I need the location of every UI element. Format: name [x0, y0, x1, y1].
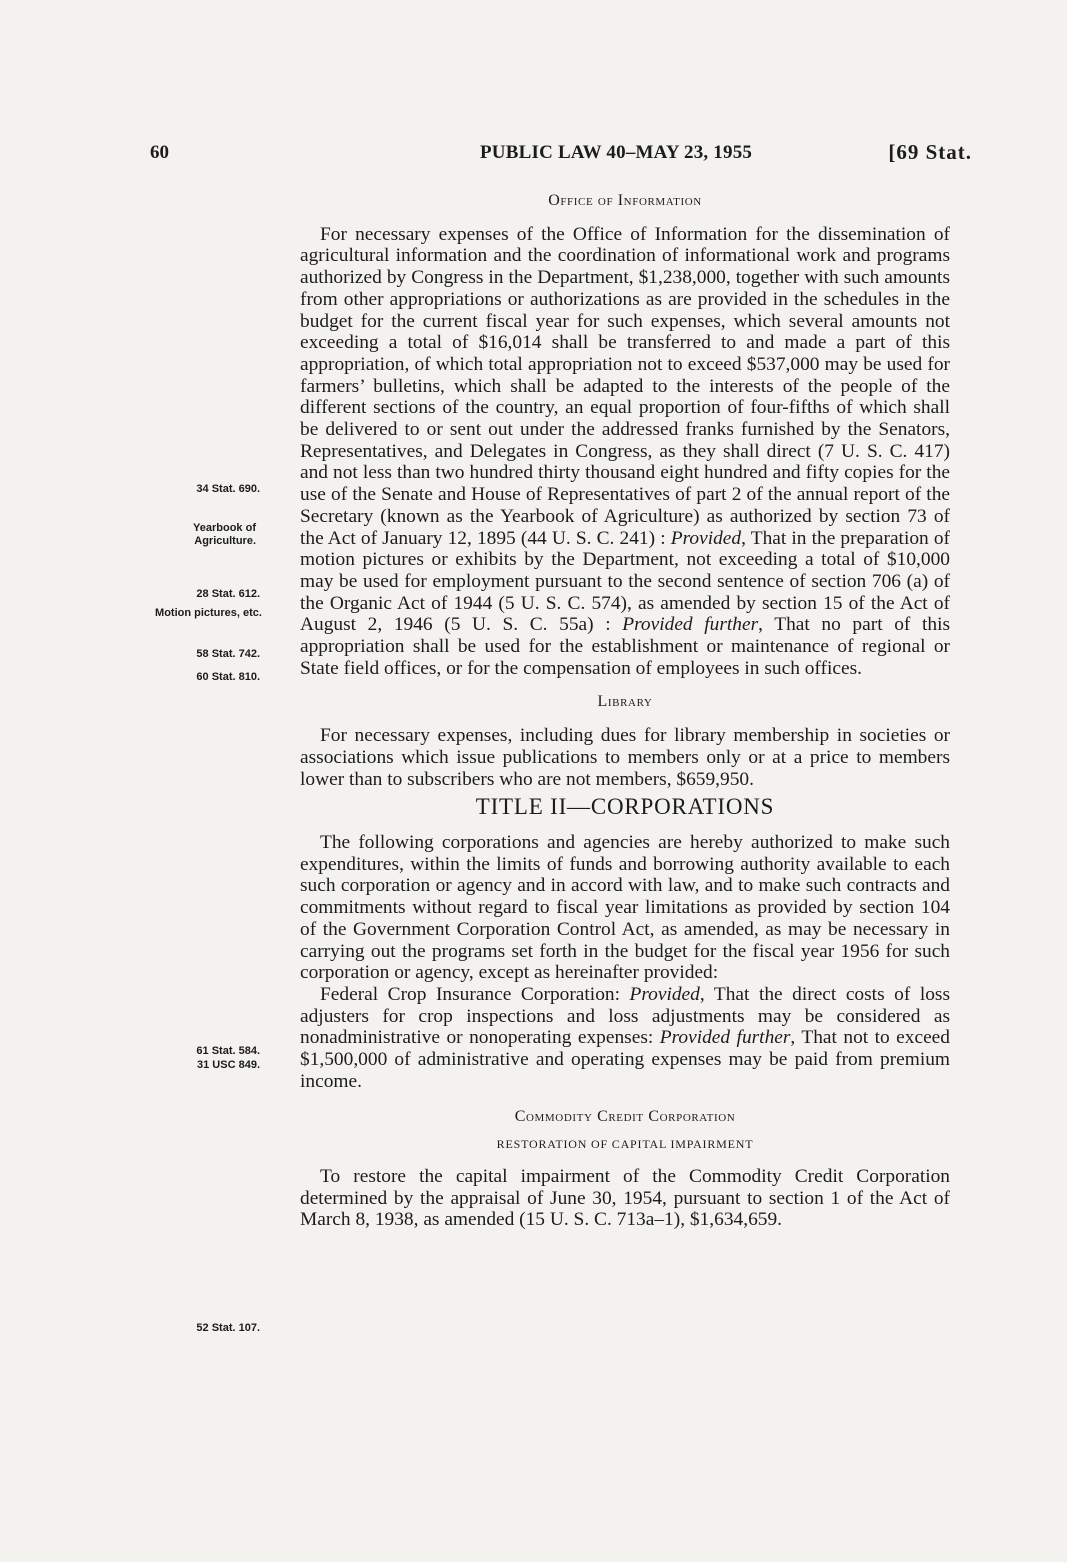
- margin-note: 61 Stat. 584.: [196, 1045, 260, 1057]
- header-title: PUBLIC LAW 40–MAY 23, 1955: [480, 142, 753, 163]
- restoration-heading: RESTORATION OF CAPITAL IMPAIRMENT: [496, 1137, 754, 1152]
- main-text: [300, 190, 950, 1231]
- title-ii-heading: TITLE II—CORPORATIONS: [475, 794, 775, 820]
- corporations-paragraph: The following corporations and agencies are hereby authorized to make such expenditures, within the limits of funds and borrowing authority available to each such corporation or agency and in accord with law, and to make such contracts and commitments without regard to fiscal year limitations as provided by section 104 of the Government Corporation Control Act, as amended, as may be necessary in carrying out the programs set forth in the budget for the fiscal year 1956 for such corporation or agency, except as hereinafter provided:: [300, 831, 950, 984]
- margin-note: 52 Stat. 107.: [196, 1322, 260, 1334]
- margin-note: 60 Stat. 810.: [196, 671, 260, 683]
- office-of-information-paragraph: For necessary expenses of the Office of Information for the dissemination of agricultural information and the coordination of informational work and programs authorized by Congress in the Department, $1,238,000, together with such amounts from other appropriations or authorizations as are provided in the schedules in the budget for the current fiscal year for such expenses, which several amounts not exceeding a total of $16,014 shall be transferred to and made a part of this appropriation, of which total appropriation not to exceed $537,000 may be used for farmers’ bulletins, which shall be adapted to the interests of the people of the different sections of the country, an equal proportion of four-fifths of which shall be delivered to or sent out under the addressed franks furnished by the Senators, Representatives, and Delegates in Congress, as they shall direct (7 U. S. C. 417) and not less than two hundred thirty thousand eight hundred and fifty copies for the use of the Senate and House of Representatives of part 2 of the annual report of the Secretary (known as the Yearbook of Agriculture) as authorized by section 73 of the Act of January 12, 1895 (44 U. S. C. 241) : Provided, That in the preparation of motion pictures or exhibits by the Department, not exceeding a total of $10,000 may be used for employment pursuant to the second sentence of section 706 (a) of the Organic Act of 1944 (5 U. S. C. 574), as amended by section 15 of the Act of August 2, 1946 (5 U. S. C. 55a) : Provided further, That no part of this appropriation shall be used for the establishment or maintenance of regional or State field offices, or for the compensation of employees in such offices.: [300, 223, 951, 679]
- margin-note: 31 USC 849.: [197, 1059, 260, 1071]
- margin-note: Yearbook of Agriculture.: [193, 522, 256, 547]
- ccc-heading: Commodity Credit Corporation: [514, 1108, 736, 1126]
- office-of-information-heading: Office of Information: [548, 192, 702, 209]
- library-heading: Library: [597, 693, 653, 711]
- fcic-paragraph: Federal Crop Insurance Corporation: Provided, That the direct costs of loss adjusters for crop inspections and loss adjustments may be considered as nonadministrative or nonoperating expenses: Provided further, That not to exceed $1,500,000 of administrative and operating expenses may be paid from premium income.: [300, 983, 950, 1092]
- restoration-paragraph: To restore the capital impairment of the Commodity Credit Corporation determined by the appraisal of June 30, 1954, pursuant to section 1 of the Act of March 8, 1938, as amended (15 U. S. C. 713a–1), $1,634,659.: [300, 1165, 950, 1231]
- statute-volume: [69 Stat.: [888, 140, 972, 164]
- margin-note: 28 Stat. 612.: [196, 588, 260, 600]
- running-header: [150, 142, 972, 172]
- page-number: 60: [150, 142, 169, 163]
- margin-note: 58 Stat. 742.: [196, 648, 260, 660]
- library-paragraph: For necessary expenses, including dues for library membership in societies or associations which issue publications to members only or at a price to members lower than to subscribers who are not members, $659,950.: [300, 725, 950, 790]
- margin-note: Motion pictures, etc.: [155, 607, 262, 619]
- margin-note: 34 Stat. 690.: [196, 483, 260, 495]
